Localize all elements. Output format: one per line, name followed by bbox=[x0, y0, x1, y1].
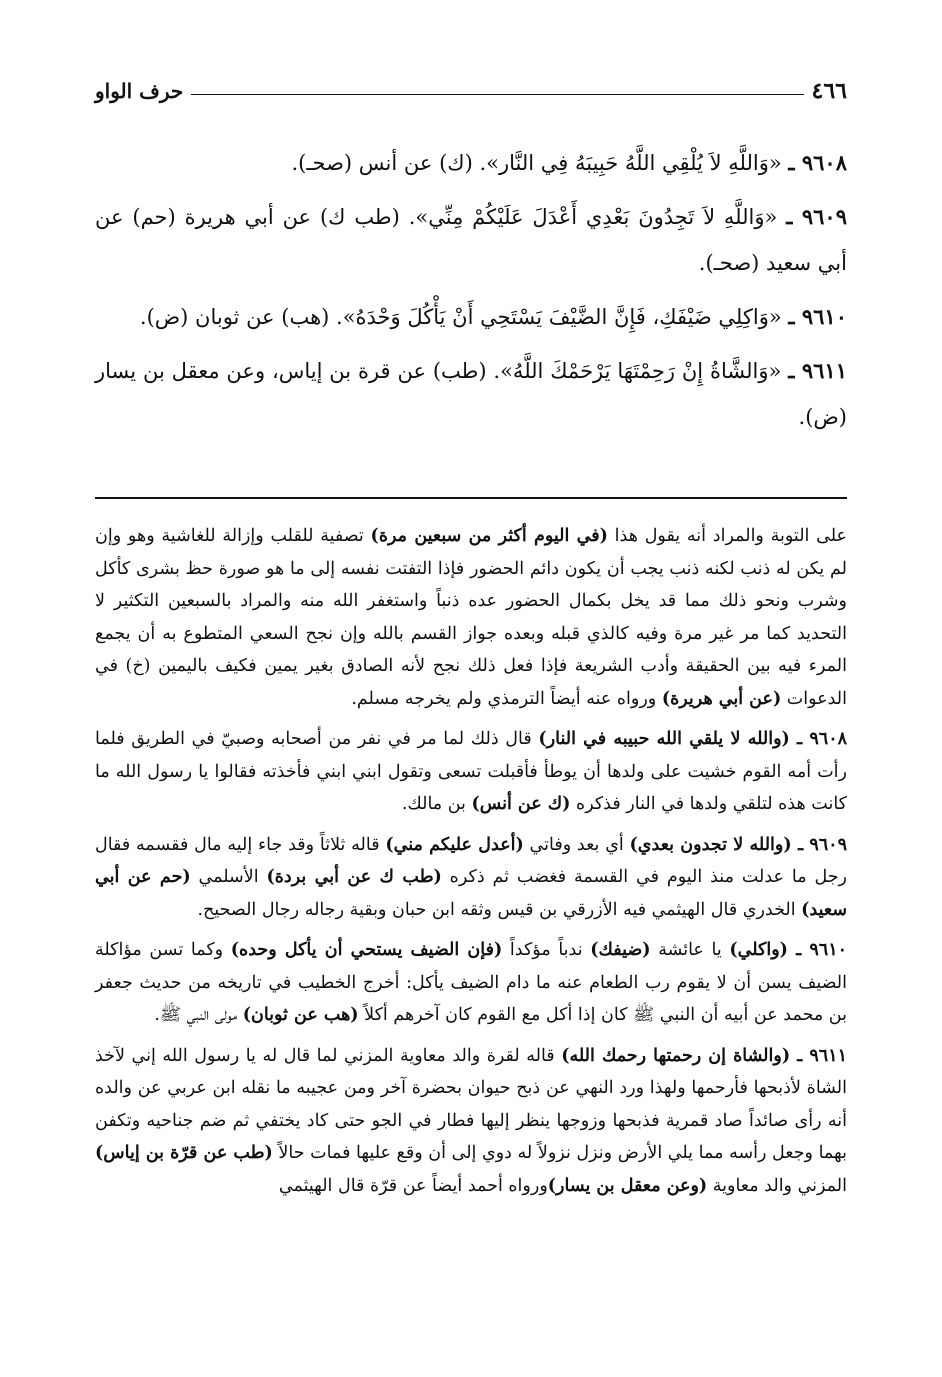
header-rule bbox=[191, 94, 803, 95]
commentary-text: قال ذلك لما مر في نفر من أصحابه وصبيّ في الطريق فلما رأت أمه القوم خشيت على ولدها أن يوطأ فأقبلت تسعى وتقول ابني ابني فأخذته فقالوا يا رسول الله ما كانت هذه لتلقي ولدها في النار فذكره bbox=[95, 729, 847, 814]
hadith-number: ٩٦١١ ـ bbox=[788, 358, 847, 383]
hadith-text: «وَالشَّاةُ إِنْ رَحِمْتَهَا يَرْحَمْكَ اللَّهُ». (طب) عن قرة بن إياس، وعن معقل بن يسار (ض). bbox=[95, 359, 847, 429]
hadith-9609 bbox=[95, 194, 847, 286]
commentary-text: تصفية للقلب وإزالة للغاشية وهو وإن لم يكن له ذنب لكنه ذنب يجب أن يكون دائم الحضور فإذا التفتت نفسه إلى ما هو صورة حظ بشرى كأكل وشرب ونحو ذلك مما قد يخل بكمال الحضور عده ذنباً واستغفر الله منه والمراد بالسبعين التكثير لا التحديد كما مر غير مرة وفيه كالذي قبله وبعده جواز القسم بالله وإن نجح السعي المتطوع به أن يجمع المرء فيه بين الحقيقة وأدب الشريعة فإذا فعل ذلك نجح لأنه الصادق بغير يمين فكيف باليمين (خ) في الدعوات bbox=[95, 526, 847, 709]
commentary-quote: (أعدل عليكم مني) bbox=[385, 834, 524, 855]
commentary-quote: (ضيفك) bbox=[590, 940, 651, 960]
commentary-text: الخدري قال الهيثمي فيه الأزرقي بن قيس وثقه ابن حبان وبقية رجاله رجال الصحيح. bbox=[197, 899, 802, 920]
commentary-9609 bbox=[95, 829, 847, 927]
hadith-text: «وَاكِلِي ضَيْفَكِ، فَإِنَّ الضَّيْفَ يَسْتَحِي أَنْ يَأْكُلَ وَحْدَهُ». (هب) عن ثوبان (ض). bbox=[139, 305, 782, 329]
commentary-text: مولى النبي ﷺ. bbox=[154, 1005, 243, 1025]
hadith-number: ٩٦٠٩ ـ bbox=[786, 204, 847, 229]
commentary-source: (هب عن ثوبان) bbox=[242, 1005, 359, 1025]
footnote-divider bbox=[95, 497, 847, 499]
hadith-9611 bbox=[95, 348, 847, 440]
commentary-source: (ك عن أنس) bbox=[471, 794, 571, 814]
commentary-quote: (فإن الضيف يستحي أن يأكل وحده) bbox=[230, 940, 503, 960]
commentary-source: (وعن معقل بن يسار) bbox=[547, 1175, 708, 1196]
commentary-9611 bbox=[95, 1040, 847, 1203]
commentary-text: يا عائشة bbox=[650, 940, 730, 960]
hadith-list bbox=[95, 140, 847, 448]
commentary-heading: ٩٦١١ ـ (والشاة إن رحمتها رحمك الله) bbox=[561, 1045, 847, 1066]
commentary-source: (طب عن قرّة بن إياس) bbox=[95, 1143, 273, 1163]
commentary-text: المزني والد معاوية bbox=[707, 1175, 847, 1196]
commentary-text: أي بعد وفاتي bbox=[523, 834, 630, 855]
commentary-quote: (في اليوم أكثر من سبعين مرة) bbox=[370, 526, 608, 546]
commentary-text: قاله لقرة والد معاوية المزني لما قال له يا رسول الله إني لآخذ الشاة لأذبحها فأرحمها ولهذا ورد النهي عن ذبح حيوان بحضرة آخر ومن عجيبه ما نقله ابن عربي عن والده أنه رأى صائداً صاد قمرية فذبحها وزوجها ينظر إليها فطار في الجو حتى كاد يختفي ثم ضم جناحيه وتكفن بهما وجعل رأسه مما يلي الأرض ونزل نزولاً له دوي إلى أن وقع عليها فمات حالاً bbox=[95, 1045, 847, 1163]
commentary-heading: ٩٦١٠ ـ (واكلي) bbox=[729, 940, 848, 960]
commentary-source: (عن أبي هريرة) bbox=[661, 688, 782, 709]
commentary-source: (حم عن أبي سعيد) bbox=[95, 867, 847, 920]
running-title: حرف الواو bbox=[95, 79, 184, 103]
hadith-text: «وَاللَّهِ لاَ يُلْقِي اللَّهُ حَبِيبَهُ فِي النَّار». (ك) عن أنس (صحـ). bbox=[291, 151, 782, 175]
commentary-heading: ٩٦٠٩ ـ (والله لا تجدون بعدي) bbox=[629, 834, 847, 855]
hadith-9608 bbox=[95, 140, 847, 186]
hadith-number: ٩٦١٠ ـ bbox=[788, 304, 847, 329]
commentary-text: ندباً مؤكداً bbox=[502, 940, 591, 960]
hadith-number: ٩٦٠٨ ـ bbox=[788, 150, 847, 175]
commentary-text: وكما تسن مؤاكلة الضيف يسن أن لا يقوم رب الطعام عنه ما دام الضيف يأكل: أخرج الخطيب في تاريخه من حديث جعفر بن محمد عن أبيه أن النبي ﷺ كان إذا أكل مع القوم كان آخرهم أكلاً bbox=[95, 940, 847, 1025]
commentary bbox=[95, 520, 847, 1210]
commentary-9608 bbox=[95, 723, 847, 821]
commentary-text: ورواه أحمد أيضاً عن قرّة قال الهيثمي bbox=[278, 1175, 548, 1196]
page-header bbox=[95, 74, 847, 108]
hadith-9610 bbox=[95, 294, 847, 340]
commentary-text: على التوبة والمراد أنه يقول هذا bbox=[607, 526, 847, 546]
commentary-text: الأسلمي bbox=[190, 867, 267, 887]
commentary-9610 bbox=[95, 934, 847, 1032]
commentary-source: (طب ك عن أبي بردة) bbox=[266, 867, 442, 887]
commentary-heading: ٩٦٠٨ ـ (والله لا يلقي الله حبيبه في النار) bbox=[538, 729, 848, 749]
hadith-text: «وَاللَّهِ لاَ تَجِدُونَ بَعْدِي أَعْدَلَ عَلَيْكُمْ مِنِّي». (طب ك) عن أبي هريرة (حم) عن أبي سعيد (صحـ). bbox=[95, 205, 847, 275]
commentary-paragraph bbox=[95, 520, 847, 715]
page-number: ٤٦٦ bbox=[811, 78, 847, 104]
commentary-text: ورواه عنه أيضاً الترمذي ولم يخرجه مسلم. bbox=[351, 688, 662, 709]
commentary-text: قاله ثلاثاً وقد جاء إليه مال فقسمه فقال رجل ما عدلت منذ اليوم في القسمة فغضب ثم ذكره bbox=[95, 834, 847, 887]
commentary-text: بن مالك. bbox=[401, 794, 472, 814]
